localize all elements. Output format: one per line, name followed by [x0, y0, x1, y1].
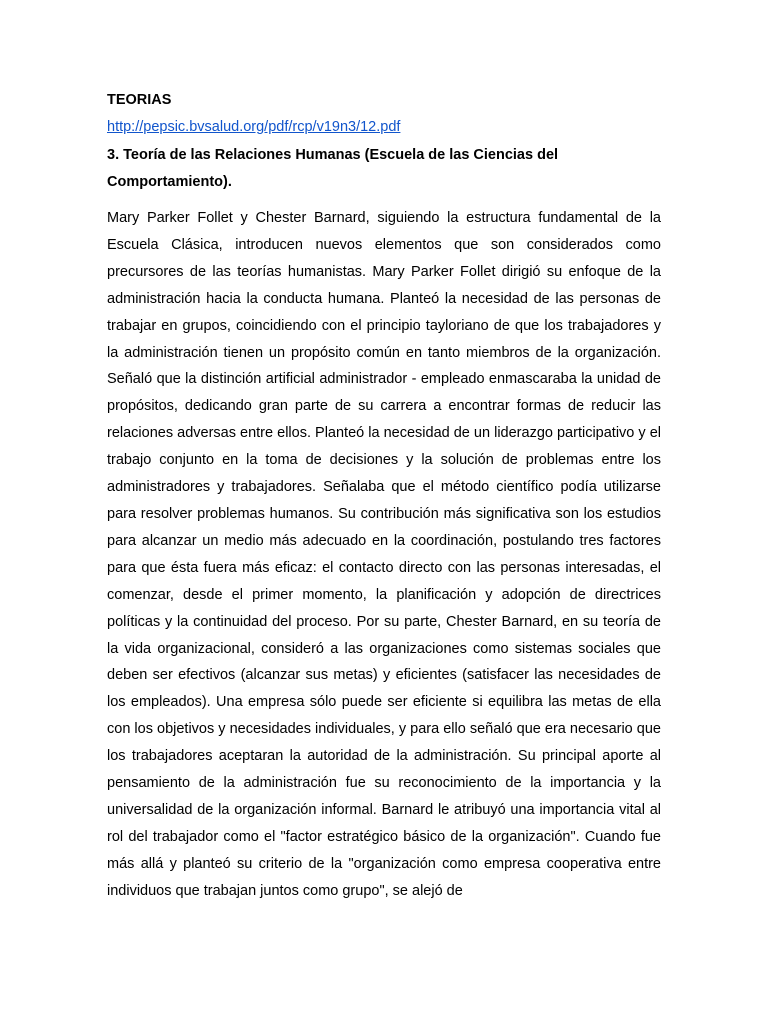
source-link[interactable]: http://pepsic.bvsalud.org/pdf/rcp/v19n3/12.pdf — [107, 119, 401, 135]
document-title: TEORIAS — [107, 92, 172, 108]
document-page — [107, 88, 661, 905]
body-paragraph: Mary Parker Follet y Chester Barnard, siguiendo la estructura fundamental de la Escuela Clásica, introducen nuevos elementos que son considerados como precursores de las teorías humanistas. Mary Parker Follet dirigió su enfoque de la administración hacia la conducta humana. Planteó la necesidad de las personas de trabajar en grupos, coincidiendo con el principio tayloriano de que los trabajadores y la administración tienen un propósito común en tanto miembros de la organización. Señaló que la distinción artificial administrador - empleado enmascaraba la unidad de propósitos, dedicando gran parte de su carrera a encontrar formas de reducir las relaciones adversas entre ellos. Planteó la necesidad de un liderazgo participativo y el trabajo conjunto en la toma de decisiones y la solución de problemas entre los administradores y trabajadores. Señalaba que el método científico podía utilizarse para resolver problemas humanos. Su contribución más significativa son los estudios para alcanzar un medio más adecuado en la coordinación, postulando tres factores para que ésta fuera más eficaz: el contacto directo con las personas interesadas, el comenzar, desde el primer momento, la planificación y adopción de directrices políticas y la continuidad del proceso. Por su parte, Chester Barnard, en su teoría de la vida organizacional, consideró a las organizaciones como sistemas sociales que deben ser efectivos (alcanzar sus metas) y eficientes (satisfacer las necesidades de los empleados). Una empresa sólo puede ser eficiente si equilibra las metas de ella con los objetivos y necesidades individuales, y para ello señaló que era necesario que los trabajadores aceptaran la autoridad de la administración. Su principal aporte al pensamiento de la administración fue su reconocimiento de la importancia y la universalidad de la organización informal. Barnard le atribuyó una importancia vital al rol del trabajador como el "factor estratégico básico de la organización". Cuando fue más allá y planteó su criterio de la "organización como empresa cooperativa entre individuos que trabajan juntos como grupo", se alejó de — [107, 210, 661, 899]
section-heading: 3. Teoría de las Relaciones Humanas (Escuela de las Ciencias del Comportamiento). — [107, 147, 559, 190]
